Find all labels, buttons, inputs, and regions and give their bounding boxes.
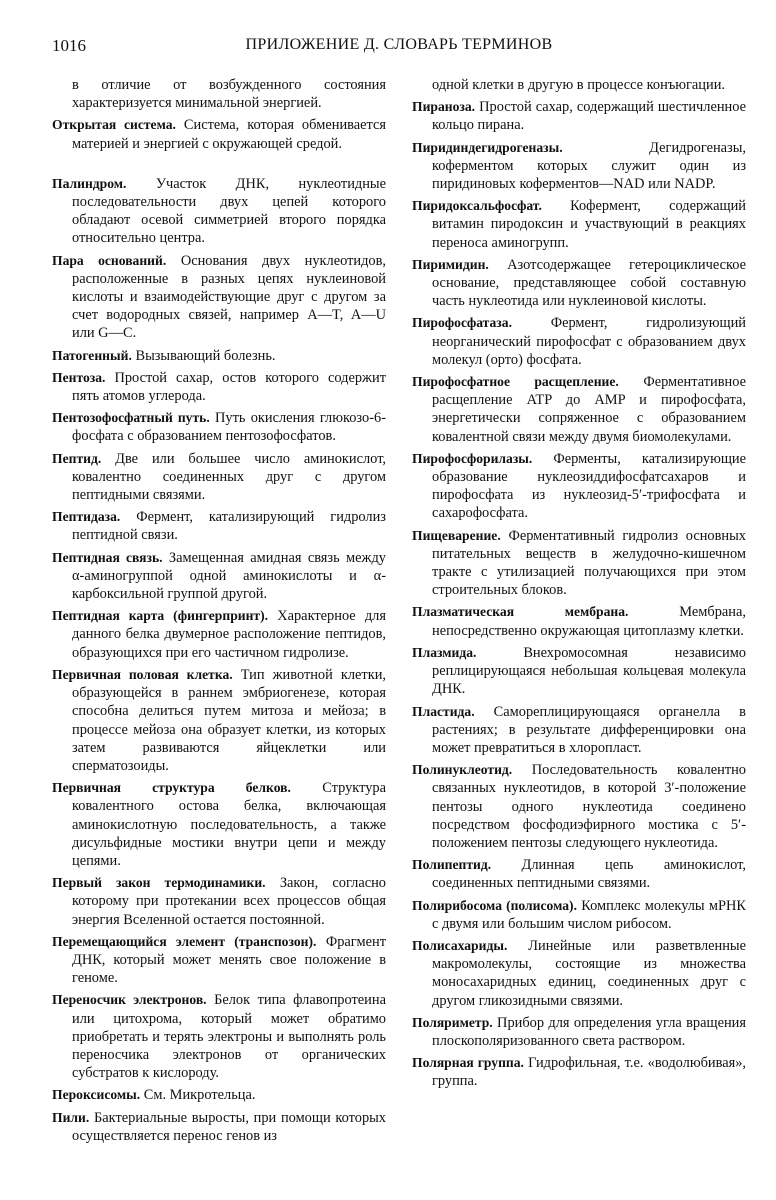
glossary-definition: Фермент, катализирующий гидролиз пептидной связи. — [72, 509, 386, 544]
glossary-definition: Комплекс молекулы мРНК с двумя или большим числом рибосом. — [432, 897, 746, 932]
glossary-term: Открытая система. — [52, 117, 176, 133]
glossary-definition: Простой сахар, остов которого содержит пять атомов углерода. — [72, 369, 386, 405]
glossary-definition: Прибор для определения угла вращения плоскополяризованного света раствором. — [432, 1014, 747, 1049]
glossary-definition: См. Микротельца. — [143, 1087, 256, 1104]
glossary-term: Пили. — [52, 1109, 90, 1125]
glossary-entry — [412, 644, 746, 699]
glossary-definition: Закон, согласно которому при протекании всех процессов общая энергия Вселенной остается постоянной. — [72, 875, 386, 928]
glossary-entry — [52, 76, 386, 112]
glossary-definition: Фермент, гидролизующий неорганический пирофосфат с образованием двух молекул (орто) фосфата. — [432, 315, 746, 368]
glossary-entry — [412, 761, 746, 852]
glossary-definition: одной клетки в другую в процессе конъюгации. — [432, 77, 726, 93]
glossary-term: Перемещающийся элемент (транспозон). — [52, 933, 317, 949]
glossary-term: Пиридиндегидрогеназы. — [412, 139, 563, 155]
glossary-term: Пластида. — [412, 703, 475, 719]
glossary-definition: Кофермент, содержащий витамин пиродоксин и участвующий в реакциях переноса аминогрупп. — [432, 198, 746, 251]
glossary-definition: Простой сахар, содержащий шестичленное кольцо пирана. — [432, 99, 746, 134]
left-column — [52, 76, 386, 1149]
glossary-term: Первичная структура белков. — [52, 780, 291, 796]
glossary-entry — [412, 703, 746, 758]
glossary-definition: Фрагмент ДНК, который может менять свое положение в геноме. — [72, 933, 386, 987]
glossary-entry — [412, 314, 746, 369]
glossary-entry — [52, 450, 386, 505]
glossary-term: Полисахариды. — [412, 937, 508, 953]
glossary-definition: Ферменты, катализирующие образование нуклеозиддифосфатсахаров и пирофосфата из нуклеозид-5′-трифосфата и сахарофосфата. — [432, 450, 746, 522]
glossary-definition: Тип животной клетки, образующейся в раннем эмбриогенезе, которая способна делиться путем митоза и мейоза; в процессе мейоза она образует клетки, из которых затем развиваются яйцеклетки или сперматозоиды. — [72, 666, 387, 774]
glossary-entry — [412, 197, 746, 252]
glossary-definition: Линейные или разветвленные макромолекулы, состоящие из множества моносахаридных единиц, соединенных друг с другом гликозидными связями. — [432, 937, 746, 1009]
glossary-definition: Бактериальные выросты, при помощи которых осуществляется перенос генов из — [72, 1109, 386, 1144]
glossary-entry — [412, 450, 746, 523]
glossary-definition: Длинная цепь аминокислот, соединенных пептидными связями. — [432, 857, 746, 892]
glossary-entry — [412, 1014, 746, 1050]
glossary-entry — [52, 549, 386, 604]
glossary-entry — [412, 937, 746, 1010]
glossary-entry — [412, 856, 746, 892]
glossary-definition: Белок типа флавопротеина или цитохрома, который может обратимо приобретать и терять электроны и выполнять роль переносчика электронов от органических субстратов к кислороду. — [72, 992, 386, 1082]
glossary-definition: Структура ковалентного остова белка, включающая аминокислотную последовательность, а также дисульфидные мостики внутри цепи и между цепями. — [72, 780, 386, 869]
glossary-term: Пептид. — [52, 450, 102, 466]
glossary-term: Патогенный. — [52, 347, 132, 363]
glossary-entry — [52, 409, 386, 445]
glossary-entry — [52, 175, 386, 248]
glossary-term: Пентоза. — [52, 369, 106, 385]
glossary-entry — [52, 607, 386, 662]
glossary-term: Плазмида. — [412, 644, 477, 660]
glossary-entry — [52, 666, 386, 775]
glossary-definition: Замещенная амидная связь между α-аминогруппой одной аминокислоты и α-карбоксильной группой другой. — [72, 549, 386, 603]
glossary-definition: Путь окисления глюкозо-6-фосфата с образованием пентозофосфатов. — [72, 410, 386, 445]
glossary-term: Первичная половая клетка. — [52, 666, 233, 682]
glossary-term: Палиндром. — [52, 175, 127, 191]
glossary-entry — [52, 1086, 386, 1104]
glossary-term: Пара оснований. — [52, 252, 167, 268]
glossary-entry — [412, 98, 746, 134]
glossary-entry — [412, 373, 746, 446]
glossary-term: Пищеварение. — [412, 527, 501, 543]
glossary-term: Пептидаза. — [52, 509, 121, 525]
glossary-term: Пирофосфатное расщепление. — [412, 374, 619, 390]
glossary-entry — [412, 139, 746, 194]
glossary-term: Переносчик электронов. — [52, 992, 207, 1008]
glossary-term: Пентозофосфатный путь. — [52, 410, 210, 426]
glossary-entry — [52, 1109, 386, 1145]
glossary-definition: Дегидрогеназы, коферментом которых служит один из пиридиновых коферментов—NAD или NADP. — [432, 139, 746, 193]
glossary-term: Пептидная связь. — [52, 549, 163, 565]
glossary-definition: Участок ДНК, нуклеотидные последовательности двух цепей которого обладают осевой симметрией второго порядка относительно центра. — [72, 175, 386, 247]
glossary-entry — [412, 76, 746, 94]
glossary-term: Пирофосфатаза. — [412, 315, 512, 331]
glossary-definition: Вызывающий болезнь. — [135, 347, 276, 364]
glossary-term: Пероксисомы. — [52, 1087, 141, 1103]
glossary-term: Пептидная карта (фингерпринт). — [52, 608, 269, 624]
glossary-term: Плазматическая мембрана. — [412, 604, 629, 620]
glossary-definition: Мембрана, непосредственно окружающая цитоплазму клетки. — [432, 604, 746, 639]
glossary-entry — [412, 897, 746, 933]
glossary-entry — [52, 933, 386, 988]
glossary-entry — [52, 116, 386, 152]
glossary-entry — [412, 603, 746, 639]
glossary-definition: Азотсодержащее гетероциклическое основание, представляющее собой составную часть нуклеотида или нуклеиновой кислоты. — [432, 256, 746, 310]
glossary-entry — [412, 256, 746, 311]
glossary-term: Поляриметр. — [412, 1014, 493, 1030]
glossary-term: Полярная группа. — [412, 1055, 524, 1071]
glossary-entry — [52, 252, 386, 343]
glossary-definition: Характерное для данного белка двумерное расположение пептидов, образующихся при его частичном гидролизе. — [72, 608, 386, 661]
glossary-term: Полипептид. — [412, 857, 492, 873]
glossary-definition: Ферментативное расщепление ATP до AMP и пирофосфата, энергетически сопряженное с образованием ковалентной связи между двумя биомолекулами. — [432, 374, 746, 445]
glossary-entry — [52, 991, 386, 1082]
glossary-term: Полинуклеотид. — [412, 762, 513, 778]
glossary-definition: Две или большее число аминокислот, ковалентно соединенных друг с другом пептидными связями. — [72, 450, 386, 504]
glossary-entry — [52, 874, 386, 929]
glossary-term: Пиримидин. — [412, 256, 489, 272]
glossary-definition: в отличие от возбужденного состояния характеризуется минимальной энергией. — [72, 77, 386, 112]
glossary-entry — [412, 1054, 746, 1090]
glossary-term: Пираноза. — [412, 99, 476, 115]
glossary-entry — [52, 347, 386, 365]
page-header — [52, 36, 746, 60]
page-number: 1016 — [52, 36, 86, 55]
glossary-term: Пиридоксальфосфат. — [412, 198, 542, 214]
glossary-entry — [52, 369, 386, 405]
glossary-definition: Основания двух нуклеотидов, расположенные в разных цепях нуклеиновой кислоты и взаимодействующие друг с другом за счет водородных связей, например A—T, A—U или G—C. — [72, 252, 386, 342]
glossary-term: Первый закон термодинамики. — [52, 875, 266, 891]
glossary-term: Пирофосфорилазы. — [412, 450, 533, 466]
glossary-definition: Внехромосомная независимо реплицирующаяся небольшая кольцевая молекула ДНК. — [432, 644, 746, 698]
glossary-entry — [52, 508, 386, 544]
glossary-definition: Гидрофильная, т.е. «водолюбивая», группа. — [432, 1055, 747, 1090]
glossary-definition: Самореплицирующаяся органелла в растениях; в результате дифференцировки она может превратиться в хлоропласт. — [432, 703, 746, 756]
glossary-definition: Система, которая обменивается материей и энергией с окружающей средой. — [72, 117, 387, 152]
glossary-entry — [52, 779, 386, 870]
glossary-term: Полирибосома (полисома). — [412, 897, 577, 913]
glossary-entry — [412, 527, 746, 600]
glossary-definition: Ферментативный гидролиз основных питательных веществ в желудочно-кишечном тракте с утилизацией получающихся при этом строительных блоков. — [432, 527, 746, 599]
right-column — [412, 76, 746, 1095]
running-title: ПРИЛОЖЕНИЕ Д. СЛОВАРЬ ТЕРМИНОВ — [245, 36, 553, 53]
glossary-definition: Последовательность ковалентно связанных нуклеотидов, в которой 3′-положение пентозы одного нуклеотида соединено посредством фосфодиэфирного мостика с 5′-положением пентозы следующего нуклеотида. — [432, 762, 746, 851]
